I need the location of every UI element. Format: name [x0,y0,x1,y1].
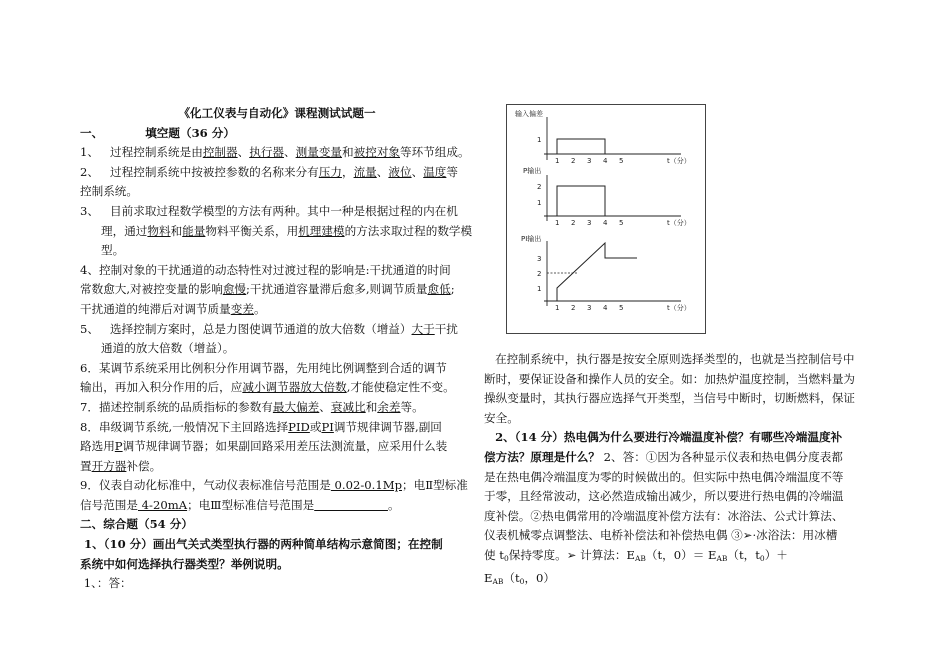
panel2-xticks [555,218,691,227]
panel3-ytick-3: 3 [537,255,542,263]
panel3-ytick-2: 2 [537,270,542,278]
panel3-ytick-1: 1 [537,285,542,293]
answer-1: 1、：答： [83,576,132,591]
question-8: 8．串级调节系统,一般情况下主回路选择PID或PI调节规律调节器,副回 路选用P调节规律调节器；如果副回路采用差压法测流量，应采用什么装 置开方器补偿。 [80,419,448,473]
question-1: 1、 过程控制系统是由控制器、执行器、测量变量和被控对象等环节组成。 [80,145,470,160]
svg-text:4: 4 [603,304,608,312]
panel2-ytick-2: 2 [537,183,542,191]
question-4: 4、控制对象的干扰通道的动态特性对过渡过程的影响是:干扰通道的时间 常数愈大,对被控变量的影响愈慢;干扰通道容量滞后愈多,则调节质量愈低; 干扰通道的纯滞后对调节质量变差。 [80,262,455,316]
right-column [484,350,872,591]
svg-text:2: 2 [571,219,576,227]
question-2: 2、 过程控制系统中按被控参数的名称来分有压力，流量、液位、温度等 控制系统。 [80,164,458,199]
answer-1-text: 在控制系统中，执行器是按安全原则选择类型的，也就是当控制信号中 断时，要保证设备和操作人员的安全。如：加热炉温度控制，当燃料量为 操纵变量时，其执行器应选择气开类型，当信号中断时，切断燃料，保证 安全。 [484,352,856,425]
panel1-xticks [555,156,691,165]
answer-2-text: 是在热电偶冷端温度为零的时候做出的。但实际中热电偶冷端温度不等 于零，且经常波动，这必然造成输出减少，所以要进行热电偶的冷端温 度补偿。②热电偶常用的冷端温度补偿方法有：冰浴法、公式计算法、 仪表机械零点调整法、电桥补偿法和补偿热电偶 ③➢·冰浴法：用冰槽 使 $t_0$保持零度。➢ 计算法：$E_{AB}(t$，$0)= E_{AB}(t$，$t_0)+$ $E_{AB}(t_0$，0） [484,469,844,586]
panel2-label: P输出 [523,167,542,175]
question-9: 9．仪表自动化标准中，气动仪表标准信号范围是 0.02-0.1Mp；电Ⅱ型标准 信号范围是 4-20mA；电Ⅲ型标准信号范围是 。 [80,478,468,512]
response-plot [507,105,705,333]
svg-text:t（分）: t（分） [667,304,691,312]
panel3-label: PI输出 [521,235,542,243]
question-5: 5、 选择控制方案时，总是力图使调节通道的放大倍数（增益）大于干扰 通道的放大倍数（增益）。 [80,321,458,356]
svg-text:1: 1 [555,304,560,312]
input-step-line [557,139,605,154]
svg-text:1: 1 [555,157,560,165]
question-7: 7．描述控制系统的品质指标的参数有最大偏差、衰减比和余差等。 [80,399,424,414]
svg-text:3: 3 [587,219,592,227]
svg-text:4: 4 [603,219,608,227]
svg-text:3: 3 [587,304,592,312]
question-6: 6．某调节系统采用比例积分作用调节器，先用纯比例调整到合适的调节 输出，再加入积分作用的后，应减小调节器放大倍数,才能使稳定性不变。 [80,360,455,395]
question-10: 1、（10 分）画出气关式类型执行器的两种简单结构示意简图；在控制 系统中如何选择执行器类型？举例说明。 [80,537,443,571]
svg-text:2: 2 [571,157,576,165]
pi-output-ramp-line [557,243,637,301]
svg-text:4: 4 [603,157,608,165]
svg-text:5: 5 [619,219,624,227]
svg-text:5: 5 [619,157,624,165]
doc-title: 《化工仪表与自动化》课程测试试题一 [178,106,376,120]
section-1-heading: 一、 填空题（36 分） [80,125,235,140]
svg-text:t（分）: t（分） [667,157,691,165]
controller-response-figure [506,104,706,334]
question-11: 2、（14 分）热电偶为什么要进行冷端温度补偿？有哪些冷端温度补 偿方法？原理是什么？ 2、答：①因为各种显示仪表和热电偶分度表都 [484,430,843,464]
svg-text:t（分）: t（分） [667,219,691,227]
panel2-ytick-1: 1 [537,199,542,207]
svg-text:1: 1 [555,219,560,227]
section-2-heading: 二、综合题（54 分） [80,517,193,532]
left-column [80,104,474,594]
panel3-xticks [555,303,691,312]
svg-text:5: 5 [619,304,624,312]
panel1-label: 输入偏差 [515,110,543,118]
panel1-ytick: 1 [537,136,542,144]
svg-text:2: 2 [571,304,576,312]
p-output-step-line [557,186,605,216]
svg-text:3: 3 [587,157,592,165]
question-3: 3、 目前求取过程数学模型的方法有两种。其中一种是根据过程的内在机 理，通过物料和能量物料平衡关系，用机理建模的方法求取过程的数学模 型。 [80,203,473,258]
